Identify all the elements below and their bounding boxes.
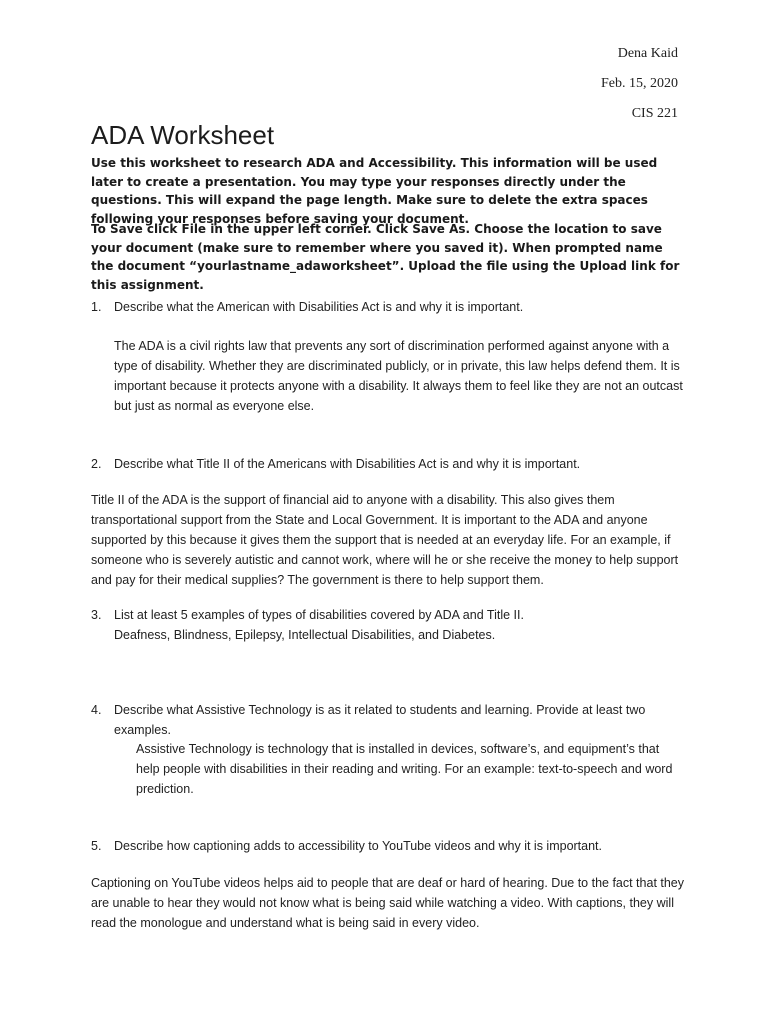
question-text: Describe what Assistive Technology is as it related to students and learning. Provide at least two examples. <box>114 703 646 737</box>
question-text: List at least 5 examples of types of disabilities covered by ADA and Title II. <box>114 608 524 622</box>
question-1 <box>91 297 671 317</box>
course-code: CIS 221 <box>631 106 678 121</box>
answer-5: Captioning on YouTube videos helps aid to people that are deaf or hard of hearing. Due to the fact that they are unable to hear they would not know what is being said while watching a video. With captions, they will read the monologue and understand what is being said in every video. <box>91 876 685 930</box>
question-text: Describe what Title II of the Americans with Disabilities Act is and why it is important. <box>114 457 581 471</box>
question-4 <box>91 700 661 740</box>
document-date: Feb. 15, 2020 <box>601 76 678 91</box>
question-number: 2. <box>91 457 102 471</box>
answer-2: Title II of the ADA is the support of financial aid to anyone with a disability. This also gives them transportational support from the State and Local Government. It is important to the ADA and anyone supported by this because it gives them the support that is needed at an everyday life. For an example, if someone who is severely autistic and cannot work, where will he or she receive the money to help support and pay for their medical supplies? The government is there to help support them. <box>91 493 679 587</box>
instructions-paragraph-1: Use this worksheet to research ADA and Accessibility. This information will be used later to create a presentation. You may type your responses directly under the questions. This will expand the page length. Make sure to delete the extra spaces following your responses before saving your document. <box>91 156 658 227</box>
answer-1: The ADA is a civil rights law that prevents any sort of discrimination performed against anyone with a type of disability. Whether they are discriminated publicly, or in private, this law helps defend them. It is important because it protects anyone with a disability. It always them to feel like they are not an outcast but just as normal as everyone else. <box>114 339 683 413</box>
answer-4: Assistive Technology is technology that is installed in devices, software’s, and equipment’s that help people with disabilities in their reading and writing. For an example: text-to-speech and word prediction. <box>136 742 673 796</box>
question-3 <box>91 605 671 625</box>
question-number: 1. <box>91 300 102 314</box>
author-name: Dena Kaid <box>617 46 678 61</box>
question-number: 3. <box>91 608 102 622</box>
answer-3: Deafness, Blindness, Epilepsy, Intellectual Disabilities, and Diabetes. <box>114 628 496 642</box>
page-title: ADA Worksheet <box>91 120 275 150</box>
question-text: Describe what the American with Disabilities Act is and why it is important. <box>114 300 524 314</box>
question-2 <box>91 454 671 474</box>
question-text: Describe how captioning adds to accessibility to YouTube videos and why it is important. <box>114 839 603 853</box>
question-5 <box>91 836 671 856</box>
question-number: 4. <box>91 703 102 717</box>
question-number: 5. <box>91 839 102 853</box>
instructions-paragraph-2: To Save click File in the upper left corner. Click Save As. Choose the location to save your document (make sure to remember where you saved it). When prompted name the document “yourlastname_adaworksheet”. Upload the file using the Upload link for this assignment. <box>91 222 680 293</box>
